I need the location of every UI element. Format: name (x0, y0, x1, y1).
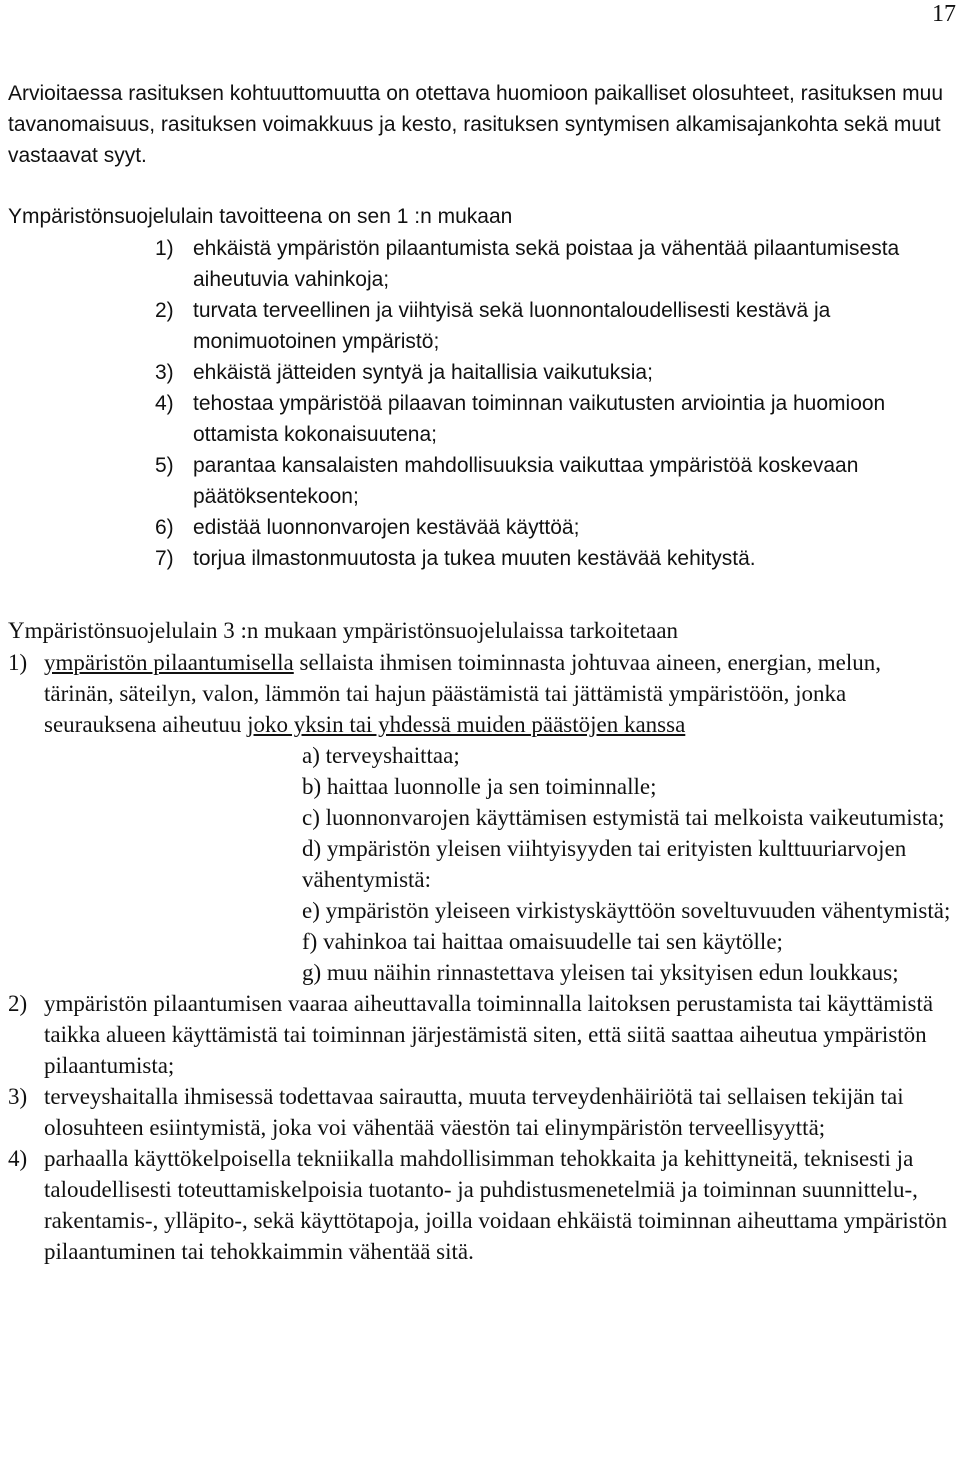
sub-list (44, 740, 956, 988)
list-item (155, 543, 960, 574)
list-number: 3) (8, 1084, 28, 1109)
list-item-text: edistää luonnonvarojen kestävää käyttöä; (193, 516, 580, 539)
sub-item: f) vahinkoa tai haittaa omaisuudelle tai sen käytölle; (302, 929, 783, 954)
list-number: 3) (155, 361, 174, 384)
list-number: 6) (155, 516, 174, 539)
underlined-phrase: joko yksin tai yhdessä muiden päästöjen kanssa (247, 712, 686, 737)
list-item-text: ehkäistä ympäristön pilaantumista sekä poistaa ja vähentää pilaantumisesta aiheutuvia vahinkoja; (193, 237, 900, 291)
defined-term: ympäristön pilaantumisella (44, 650, 294, 675)
list-item (155, 357, 960, 388)
list-item (155, 295, 960, 357)
list-number: 5) (155, 454, 174, 477)
definitions-list (8, 647, 956, 1267)
definition-item (8, 1081, 956, 1143)
list-item-text: ehkäistä jätteiden syntyä ja haitallisia vaikutuksia; (193, 361, 653, 384)
list-number: 1) (155, 237, 174, 260)
list-number: 2) (155, 299, 174, 322)
list-item (155, 450, 960, 512)
sub-item: g) muu näihin rinnastettava yleisen tai yksityisen edun loukkaus; (302, 960, 899, 985)
list-number: 4) (8, 1146, 28, 1171)
sub-item: d) ympäristön yleisen viihtyisyyden tai erityisten kulttuuriarvojen vähentymistä: (302, 836, 907, 892)
section1-heading: Ympäristönsuojelulain tavoitteena on sen 1 :n mukaan (8, 205, 513, 228)
definition-text: terveyshaitalla ihmisessä todettavaa sairautta, muuta terveydenhäiriötä tai sellaisen tekijän tai olosuhteen esiintymistä, joka voi vähentää väestön tai elinympäristön terveellisyyttä; (44, 1084, 904, 1140)
list-item-text: parantaa kansalaisten mahdollisuuksia vaikuttaa ympäristöä koskevaan päätöksentekoon; (193, 454, 859, 508)
list-number: 1) (8, 650, 28, 675)
list-item-text: turvata terveellinen ja viihtyisä sekä luonnontaloudellisesti kestävä ja monimuotoinen ympäristö; (193, 299, 831, 353)
definition-text: sellaista ihmisen toiminnasta johtuvaa aineen, energian, melun, tärinän, säteilyn, valon, lämmön tai hajun päästämistä tai jättämistä ympäristöön, jonka seurauksena aiheutuu (44, 650, 881, 737)
definition-item (8, 647, 956, 988)
list-item (155, 512, 960, 543)
list-item (155, 233, 960, 295)
list-number: 7) (155, 547, 174, 570)
objectives-list (155, 233, 960, 574)
page-number: 17 (932, 1, 956, 27)
list-item-text: tehostaa ympäristöä pilaavan toiminnan vaikutusten arviointia ja huomioon ottamista kokonaisuutena; (193, 392, 886, 446)
definition-text: ympäristön pilaantumisen vaaraa aiheuttavalla toiminnalla laitoksen perustamista tai käyttämistä taikka alueen käyttämistä tai toiminnan järjestämistä siten, että siitä saattaa aiheutua ympäristön pilaantumista; (44, 991, 934, 1078)
list-number: 2) (8, 991, 28, 1016)
list-item-text: torjua ilmastonmuutosta ja tukea muuten kestävää kehitystä. (193, 547, 756, 570)
sub-item: e) ympäristön yleiseen virkistyskäyttöön soveltuvuuden vähentymistä; (302, 898, 951, 923)
sub-item: c) luonnonvarojen käyttämisen estymistä tai melkoista vaikeutumista; (302, 805, 945, 830)
definition-item (8, 1143, 956, 1267)
list-number: 4) (155, 392, 174, 415)
section2-heading: Ympäristönsuojelulain 3 :n mukaan ympäristönsuojelulaissa tarkoitetaan (8, 618, 679, 643)
intro-paragraph: Arvioitaessa rasituksen kohtuuttomuutta on otettava huomioon paikalliset olosuhteet, rasituksen muu tavanomaisuus, rasituksen voimakkuus ja kesto, rasituksen syntymisen alkamisajankohta sekä muut vastaavat syyt. (8, 82, 944, 167)
sub-item: a) terveyshaittaa; (302, 743, 460, 768)
definition-item (8, 988, 956, 1081)
definition-text: parhaalla käyttökelpoisella tekniikalla mahdollisimman tehokkaita ja kehittyneitä, teknisesti ja taloudellisesti toteuttamiskelpoisia tuotanto- ja puhdistusmenetelmiä ja toiminnan suunnittelu-, rakentamis-, ylläpito-, sekä käyttötapoja, joilla voidaan ehkäistä toiminnan aiheuttama ympäristön pilaantuminen tai tehokkaimmin vähentää sitä. (44, 1146, 948, 1264)
sub-item: b) haittaa luonnolle ja sen toiminnalle; (302, 774, 657, 799)
list-item (155, 388, 960, 450)
